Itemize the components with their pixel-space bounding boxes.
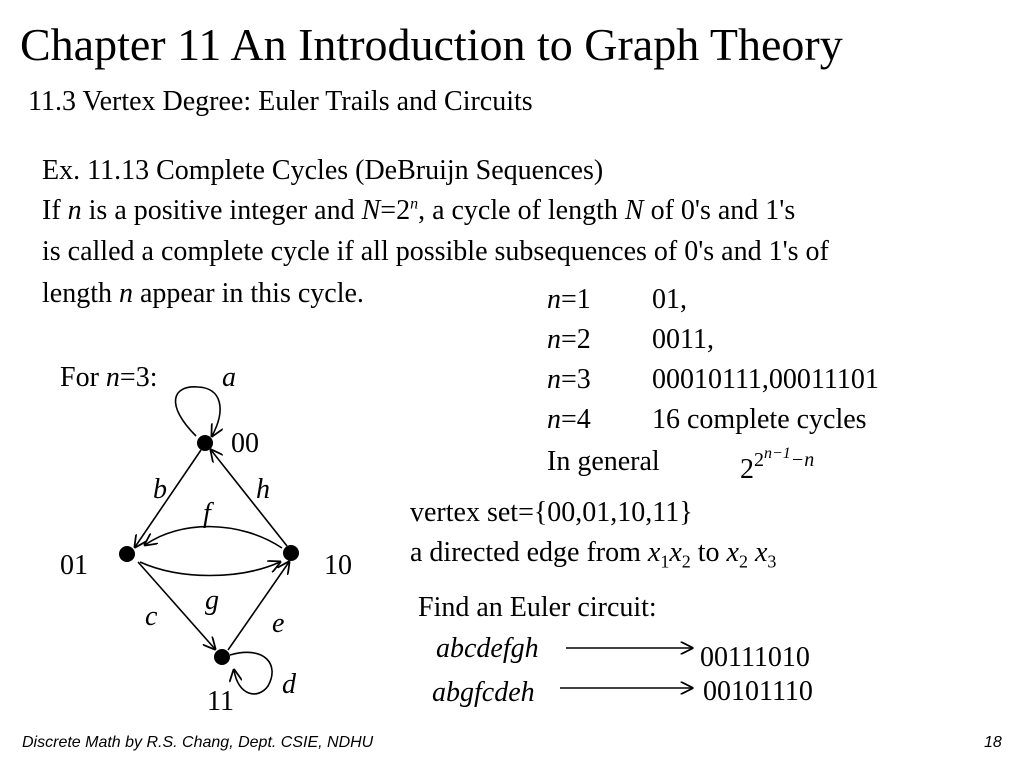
- vertex-label-01: 01: [60, 550, 88, 581]
- edge-d: [230, 652, 272, 694]
- definition-line-1: If n is a positive integer and $N=2^n$, a cycle of length N of 0's and 1's: [42, 195, 796, 226]
- edge-label-h: h: [256, 474, 270, 505]
- cycle-n-2: n=2: [547, 324, 591, 355]
- edge-label-b: b: [153, 474, 167, 505]
- edge-label-a: a: [222, 362, 236, 393]
- euler-heading: Find an Euler circuit:: [418, 592, 657, 623]
- cycle-value-2: 0011,: [652, 324, 714, 355]
- edge-f: [145, 527, 282, 548]
- footer-credit: Discrete Math by R.S. Chang, Dept. CSIE, NDHU: [22, 734, 374, 751]
- for-n-label: For n=3:: [60, 362, 158, 393]
- vertex-label-00: 00: [231, 428, 259, 459]
- slide-title: Chapter 11 An Introduction to Graph Theory: [20, 19, 843, 70]
- edge-g: [140, 562, 280, 576]
- vertex-00-dot: [197, 435, 213, 451]
- edge-label-e: e: [272, 608, 285, 639]
- edge-a: [175, 387, 220, 436]
- edge-label-c: c: [145, 601, 158, 632]
- in-general-label: In general: [547, 446, 660, 477]
- definition-line-3: length n appear in this cycle.: [42, 278, 364, 309]
- edge-label-f: f: [203, 498, 211, 529]
- cycle-value-3: 00010111,00011101: [652, 364, 879, 395]
- vertex-01-dot: [119, 546, 135, 562]
- circuit-edges-1: abcdefgh: [436, 633, 539, 664]
- vertex-label-10: 10: [324, 550, 352, 581]
- vertex-10-dot: [283, 545, 299, 561]
- cycle-n-3: n=3: [547, 364, 591, 395]
- directed-edge-rule: a directed edge from $x_1x_2$ to $x_2$ $x_3$: [410, 537, 777, 572]
- cycle-value-1: 01,: [652, 284, 687, 315]
- example-heading: Ex. 11.13 Complete Cycles (DeBruijn Sequences): [42, 155, 604, 186]
- cycle-n-4: n=4: [547, 404, 591, 435]
- vertex-11-dot: [214, 649, 230, 665]
- page-number: 18: [984, 734, 1002, 751]
- circuit-sequence-1: 00111010: [700, 642, 810, 673]
- general-formula: $2^{2^{n-1}-n}$: [740, 445, 815, 485]
- circuit-edges-2: abgfcdeh: [432, 677, 535, 708]
- cycle-value-4: 16 complete cycles: [652, 404, 867, 435]
- vertex-label-11: 11: [207, 686, 234, 717]
- edge-label-d: d: [282, 669, 296, 700]
- circuit-sequence-2: 00101110: [703, 676, 813, 707]
- vertex-set: vertex set={00,01,10,11}: [410, 497, 693, 528]
- edge-label-g: g: [205, 585, 219, 616]
- cycle-n-1: n=1: [547, 284, 591, 315]
- slide-subtitle: 11.3 Vertex Degree: Euler Trails and Circuits: [28, 86, 533, 117]
- definition-line-2: is called a complete cycle if all possible subsequences of 0's and 1's of: [42, 236, 829, 267]
